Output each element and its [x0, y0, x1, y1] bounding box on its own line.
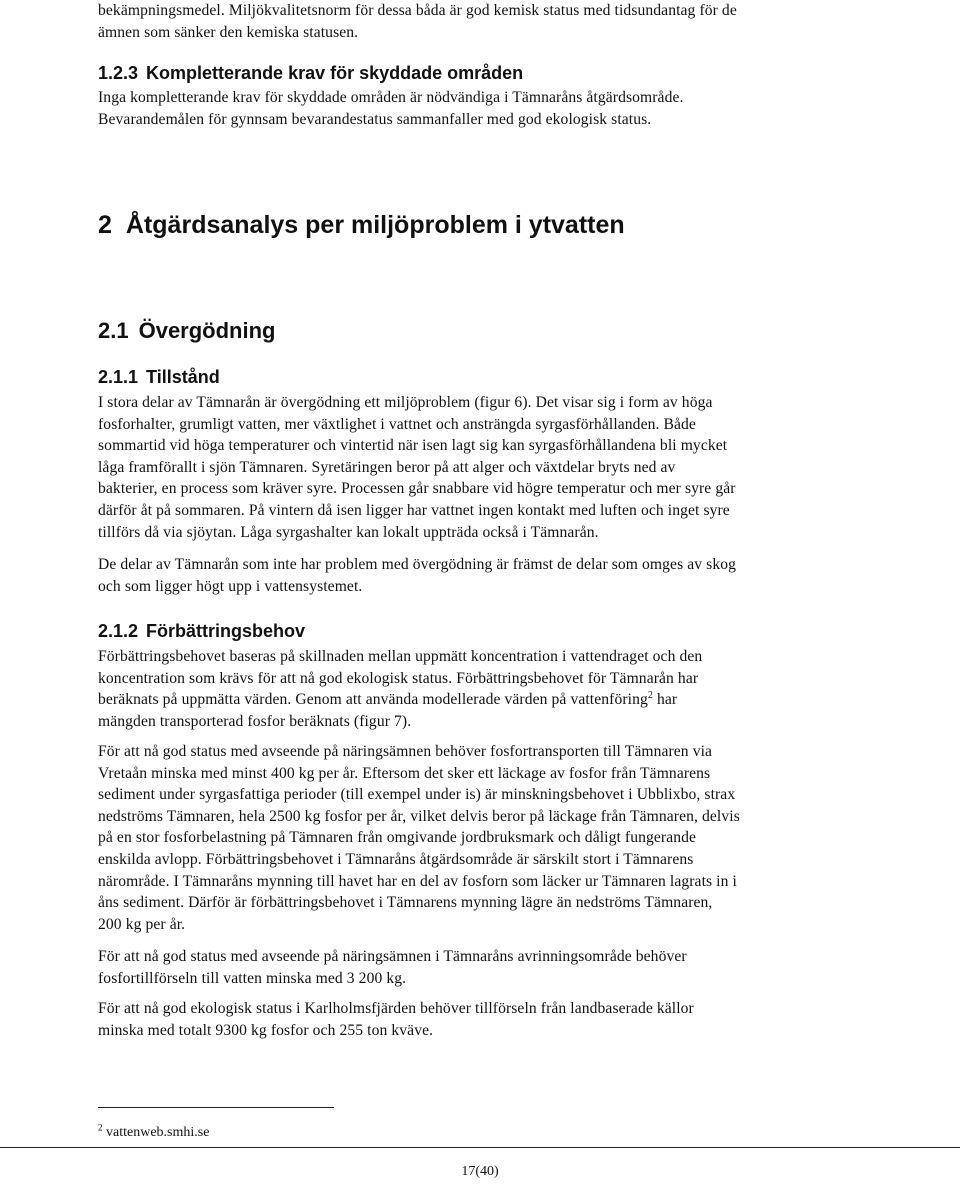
text-line: För att nå god status med avseende på näringsämnen i Tämnaråns avrinningsområde behöver [98, 948, 687, 965]
text-line: De delar av Tämnarån som inte har problem med övergödning är främst de delar som omges av skog [98, 556, 737, 573]
forbattringsbehov-paragraph-2 [98, 741, 870, 935]
section-title: Övergödning [138, 318, 276, 343]
text-line-start: beräknats på uppmätta värden. Genom att använda modellerade värden på vattenföring [98, 691, 648, 709]
chapter-heading-2 [98, 210, 870, 240]
text-line: låga framförallt i sjön Tämnaren. Syretäringen beror på att alger och växtdelar bryts ned av [98, 458, 676, 476]
text-line [98, 689, 870, 711]
text-line: sediment under syrgasfattiga perioder (till exempel under is) är minskningsbehovet i Ubblixbo, strax [98, 786, 736, 804]
text-line-end: har [652, 691, 678, 709]
text-line: Vretaån minska med minst 400 kg per år. Eftersom det sker ett läckage av fosfor från Tämnarens [98, 764, 711, 782]
text-line: För att nå god status med avseende på näringsämnen behöver fosfortransporten till Tämnaren via [98, 743, 713, 760]
chapter-number: 2 [98, 211, 112, 239]
text-line: och som ligger högt upp i vattensystemet. [98, 577, 363, 595]
tillstand-paragraph-1 [98, 392, 870, 543]
footer-separator [0, 1147, 960, 1148]
section-title: Tillstånd [146, 367, 220, 387]
intro-paragraph [98, 0, 870, 43]
section-title: Förbättringsbehov [146, 621, 306, 641]
text-line: I stora delar av Tämnarån är övergödning ett miljöproblem (figur 6). Det visar sig i form av höga [98, 394, 713, 411]
text-line: Bevarandemålen för gynnsam bevarandestatus sammanfaller med god ekologisk status. [98, 110, 652, 128]
text-line: ämnen som sänker den kemiska statusen. [98, 23, 359, 41]
section-number: 1.2.3 [98, 63, 139, 83]
footnote-text: vattenweb.smhi.se [106, 1125, 210, 1140]
section-heading-2-1-1 [98, 366, 870, 388]
text-line: mängden transporterad fosfor beräknats (figur 7). [98, 712, 412, 730]
section-number: 2.1.2 [98, 621, 139, 641]
text-line: Förbättringsbehovet baseras på skillnaden mellan uppmätt koncentration i vattendraget och den [98, 648, 703, 665]
footnote-reference: 2 [647, 690, 653, 701]
tillstand-paragraph-2 [98, 554, 870, 597]
text-line: bekämpningsmedel. Miljökvalitetsnorm för dessa båda är god kemisk status med tidsundantag för de [98, 2, 737, 19]
text-line: fosforhalter, grumligt vatten, mer växtlighet i vattnet och ansträngda syrgasförhållanden. Både [98, 415, 696, 433]
text-line: därför åt på sommaren. På vintern då isen ligger har vattnet ingen kontakt med luften och inget syre [98, 501, 730, 519]
forbattringsbehov-paragraph-4 [98, 998, 870, 1041]
text-line: För att nå god ekologisk status i Karlholmsfjärden behöver tillförseln från landbaserade källor [98, 1000, 694, 1017]
page-number: 17(40) [461, 1164, 499, 1179]
footnote-separator [98, 1107, 334, 1108]
text-line: koncentration som krävs för att nå god ekologisk status. Förbättringsbehovet för Tämnarån har [98, 669, 699, 687]
text-line: åns sediment. Därför är förbättringsbehovet i Tämnarens mynning lägre än nedströms Tämnaren, [98, 894, 713, 912]
footnote [98, 1124, 209, 1142]
text-line: närområde. I Tämnaråns mynning till havet har en del av fosforn som läcker ur Tämnaren lagrats in i [98, 872, 737, 890]
text-line: nedströms Tämnaren, hela 2500 kg fosfor per år, vilket delvis beror på läckage från Tämnaren, delvis [98, 807, 740, 825]
section-title: Kompletterande krav för skyddade områden [146, 63, 524, 83]
footnote-marker: 2 [98, 1122, 103, 1133]
forbattringsbehov-paragraph-3 [98, 946, 870, 989]
section-heading-2-1 [98, 318, 870, 344]
section-heading-1-2-3 [98, 62, 870, 84]
text-line: enskilda avlopp. Förbättringsbehovet i Tämnaråns åtgärdsområde är särskilt stort i Tämnarens [98, 850, 694, 868]
chapter-title: Åtgärdsanalys per miljöproblem i ytvatten [125, 211, 625, 239]
text-line: minska med totalt 9300 kg fosfor och 255 ton kväve. [98, 1021, 434, 1039]
text-line: Inga kompletterande krav för skyddade områden är nödvändiga i Tämnaråns åtgärdsområde. [98, 89, 684, 106]
forbattringsbehov-paragraph-1 [98, 646, 870, 732]
section-1-2-3-body [98, 87, 870, 130]
text-line: sommartid vid höga temperaturer och vintertid när isen lagt sig kan syrgasförhållandena bli mycket [98, 437, 728, 455]
text-line: 200 kg per år. [98, 915, 186, 933]
section-number: 2.1 [98, 318, 129, 343]
text-line: tillförs då via sjöytan. Låga syrgashalter kan lokalt uppträda också i Tämnarån. [98, 523, 599, 541]
text-line: fosfortillförseln till vatten minska med 3 200 kg. [98, 969, 407, 987]
text-line: på en stor fosforbelastning på Tämnaren från omgivande jordbruksmark och dåligt fungerande [98, 829, 697, 847]
text-line: bakterier, en process som kräver syre. Processen går snabbare vid högre temperatur och mer syre går [98, 480, 736, 498]
section-number: 2.1.1 [98, 367, 139, 387]
section-heading-2-1-2 [98, 620, 870, 642]
